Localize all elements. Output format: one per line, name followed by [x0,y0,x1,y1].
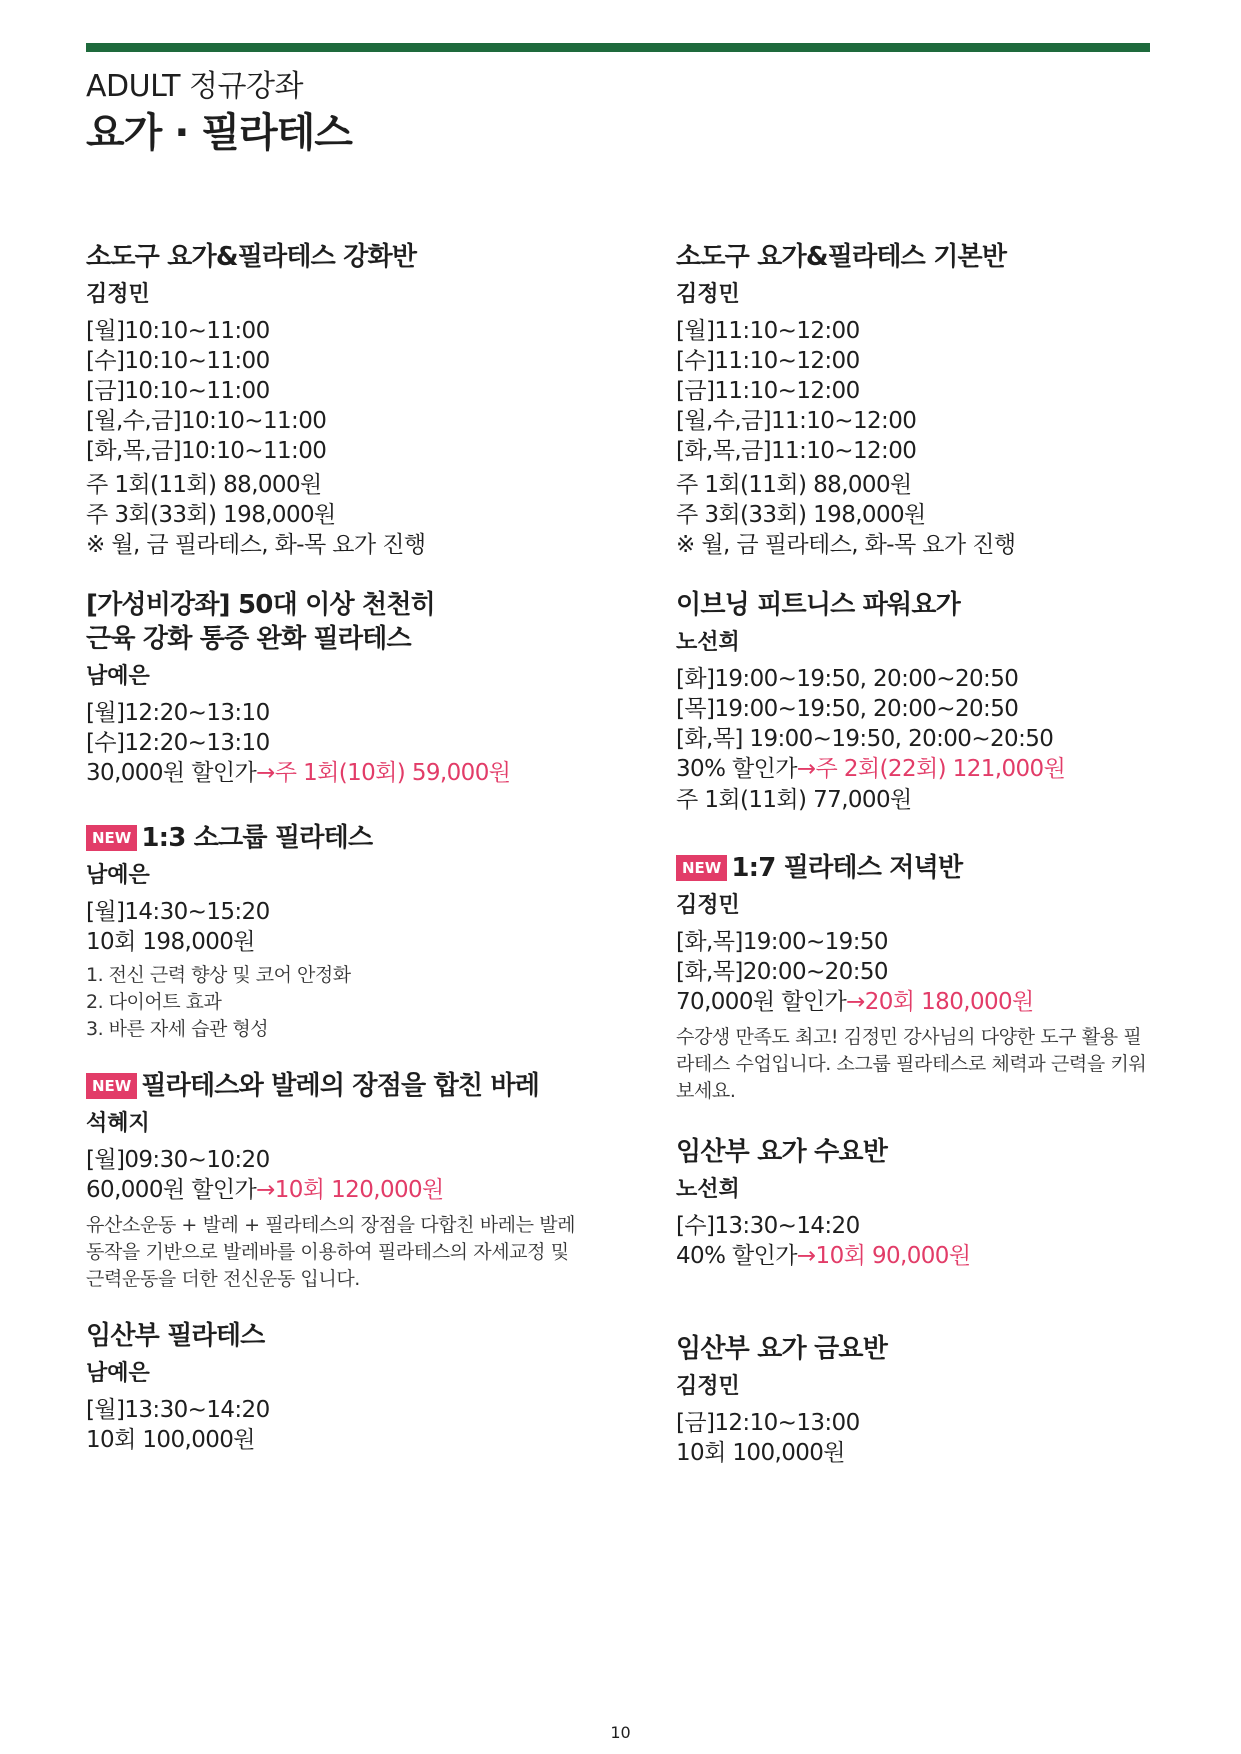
benefit-item: 1. 전신 근력 향상 및 코어 안정화 [86,964,351,986]
course-title: NEW 1:3 소그룹 필라테스 [86,821,606,855]
schedule-line: [월]11:10~12:00 [676,318,860,344]
right-column [676,240,1196,1499]
course-title: 임산부 필라테스 [86,1321,265,1351]
schedule-line: [화,목]19:00~19:50 [676,929,888,955]
page-title: 요가 · 필라테스 [86,110,352,156]
course-title: NEW 1:7 필라테스 저녁반 [676,851,1196,885]
discount-price: →주 2회(22회) 121,000원 [796,756,1066,782]
course-description: 수강생 만족도 최고! 김정민 강사님의 다양한 도구 활용 필라테스 수업입니다. 소그룹 필라테스로 체력과 근력을 키워보세요. [676,1026,1147,1102]
schedule-line: [월]13:30~14:20 [86,1397,270,1423]
course-card [676,240,1196,560]
price-line: 주 3회(33회) 198,000원 [676,502,926,528]
price-line: 30,000원 할인가→주 1회(10회) 59,000원 [86,760,511,786]
schedule-line: [수]12:20~13:10 [86,730,270,756]
instructor-name: 남예은 [86,664,150,689]
schedule-line: [금]11:10~12:00 [676,378,860,404]
instructor-name: 김정민 [86,282,150,307]
course-card [676,1135,1196,1272]
schedule-line: [월,수,금]11:10~12:00 [676,408,917,434]
price-line: 주 1회(11회) 88,000원 [676,472,912,498]
page-number: 10 [610,1723,631,1742]
course-title: 소도구 요가&필라테스 강화반 [86,242,417,272]
course-description: 유산소운동 + 발레 + 필라테스의 장점을 다합친 바레는 발레 동작을 기반으로 발레바를 이용하여 필라테스의 자세교정 및 근력운동을 더한 전신운동 입니다. [86,1214,576,1290]
discount-price: →20회 180,000원 [846,989,1034,1015]
course-card [676,1332,1196,1469]
instructor-name: 김정민 [676,1374,740,1399]
price-line: 주 3회(33회) 198,000원 [86,502,336,528]
course-card [86,1319,606,1456]
schedule-line: [월,수,금]10:10~11:00 [86,408,327,434]
price-line: 10회 100,000원 [676,1440,845,1466]
instructor-name: 남예은 [86,863,150,888]
left-column [86,240,606,1486]
instructor-name: 남예은 [86,1361,150,1386]
price-line: 40% 할인가→10회 90,000원 [676,1243,971,1269]
instructor-name: 김정민 [676,282,740,307]
benefit-item: 2. 다이어트 효과 [86,991,222,1013]
schedule-line: [화,목,금]10:10~11:00 [86,438,327,464]
course-card [676,588,1196,815]
discount-price: →주 1회(10회) 59,000원 [256,760,511,786]
course-card [86,588,606,789]
schedule-line: [화,목] 19:00~19:50, 20:00~20:50 [676,726,1054,752]
schedule-line: [월]12:20~13:10 [86,700,270,726]
schedule-line: [화]19:00~19:50, 20:00~20:50 [676,666,1019,692]
course-note: ※ 월, 금 필라테스, 화-목 요가 진행 [86,532,426,558]
schedule-line: [수]13:30~14:20 [676,1213,860,1239]
course-title: 이브닝 피트니스 파워요가 [676,590,960,620]
course-note: ※ 월, 금 필라테스, 화-목 요가 진행 [676,532,1016,558]
top-accent-bar [86,43,1150,52]
price-line: 70,000원 할인가→20회 180,000원 [676,989,1034,1015]
instructor-name: 김정민 [676,893,740,918]
schedule-line: [월]10:10~11:00 [86,318,270,344]
price-line: 60,000원 할인가→10회 120,000원 [86,1177,444,1203]
schedule-line: [월]14:30~15:20 [86,899,270,925]
new-badge: NEW [86,825,137,851]
section-subtitle: ADULT 정규강좌 [86,69,303,104]
discount-price: →10회 90,000원 [796,1243,971,1269]
price-line: 주 1회(11회) 77,000원 [676,787,912,813]
benefit-item: 3. 바른 자세 습관 형성 [86,1018,269,1040]
price-line: 10회 198,000원 [86,929,255,955]
schedule-line: [화,목,금]11:10~12:00 [676,438,917,464]
schedule-line: [금]12:10~13:00 [676,1410,860,1436]
schedule-line: [화,목]20:00~20:50 [676,959,888,985]
course-title: [가성비강좌] 50대 이상 천천히 근육 강화 통증 완화 필라테스 [86,590,435,654]
price-line: 30% 할인가→주 2회(22회) 121,000원 [676,756,1066,782]
course-card [86,240,606,560]
schedule-line: [수]11:10~12:00 [676,348,860,374]
course-card [86,821,606,1043]
course-card [676,851,1196,1105]
course-title: 소도구 요가&필라테스 기본반 [676,242,1007,272]
schedule-line: [월]09:30~10:20 [86,1147,270,1173]
schedule-line: [금]10:10~11:00 [86,378,270,404]
schedule-line: [목]19:00~19:50, 20:00~20:50 [676,696,1019,722]
new-badge: NEW [86,1073,137,1099]
course-title: 임산부 요가 수요반 [676,1137,888,1167]
course-card [86,1069,606,1293]
instructor-name: 노선희 [676,630,740,655]
price-line: 주 1회(11회) 88,000원 [86,472,322,498]
course-title: NEW 필라테스와 발레의 장점을 합친 바레 [86,1069,606,1103]
discount-price: →10회 120,000원 [256,1177,444,1203]
new-badge: NEW [676,855,727,881]
instructor-name: 노선희 [676,1177,740,1202]
instructor-name: 석혜지 [86,1111,150,1136]
price-line: 10회 100,000원 [86,1427,255,1453]
schedule-line: [수]10:10~11:00 [86,348,270,374]
course-title: 임산부 요가 금요반 [676,1334,888,1364]
